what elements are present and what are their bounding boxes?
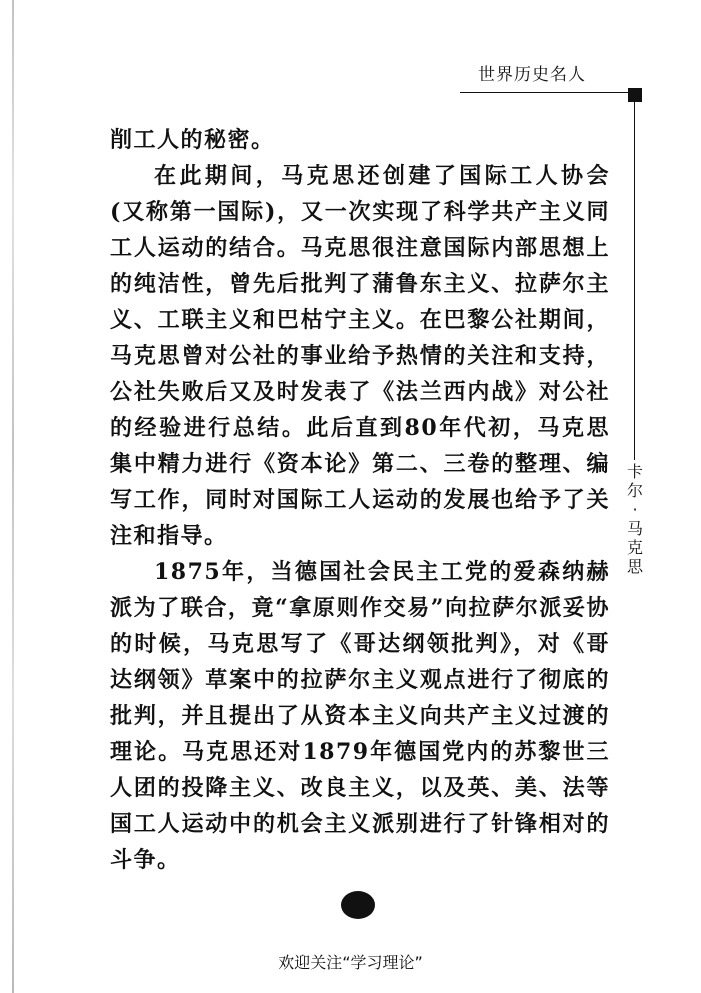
- side-caption-char: ·: [632, 500, 638, 519]
- side-caption-char: 思: [626, 557, 643, 576]
- side-caption-char: 克: [626, 538, 643, 557]
- side-caption-chapter-name: [624, 462, 646, 576]
- scan-edge: [12, 0, 14, 993]
- page-number-dot: [341, 891, 375, 919]
- running-header-title: 世界历史名人: [478, 65, 586, 85]
- side-rule: [634, 100, 635, 460]
- header-rule: [460, 92, 630, 93]
- side-caption-char: 马: [626, 519, 643, 538]
- body-text: [110, 122, 610, 878]
- side-caption-char: 尔: [626, 481, 643, 500]
- paragraph-continuation: 削工人的秘密。: [110, 127, 275, 153]
- paragraph-gotha-critique: 1875年，当德国社会民主工党的爱森纳赫派为了联合，竟“拿原则作交易”向拉萨尔派妥协的时候，马克思写了《哥达纲领批判》，对《哥达纲领》草案中的拉萨尔主义观点进行了彻底的批判，并且提出了从资本主义向共产主义过渡的理论。马克思还对1879年德国党内的苏黎世三人团的投降主义、改良主义，以及英、美、法等国工人运动中的机会主义派别进行了针锋相对的斗争。: [110, 559, 610, 873]
- side-caption-char: 卡: [626, 462, 643, 481]
- paragraph-first-international: 在此期间，马克思还创建了国际工人协会(又称第一国际)，又一次实现了科学共产主义同工人运动的结合。马克思很注意国际内部思想上的纯洁性，曾先后批判了蒲鲁东主义、拉萨尔主义、工联主义和巴枯宁主义。在巴黎公社期间，马克思曾对公社的事业给予热情的关注和支持，公社失败后又及时发表了《法兰西内战》对公社的经验进行总结。此后直到80年代初，马克思集中精力进行《资本论》第二、三卷的整理、编写工作，同时对国际工人运动的发展也给予了关注和指导。: [110, 163, 610, 549]
- header-square-marker: [628, 88, 642, 102]
- footer-note: 欢迎关注“学习理论”: [278, 953, 423, 972]
